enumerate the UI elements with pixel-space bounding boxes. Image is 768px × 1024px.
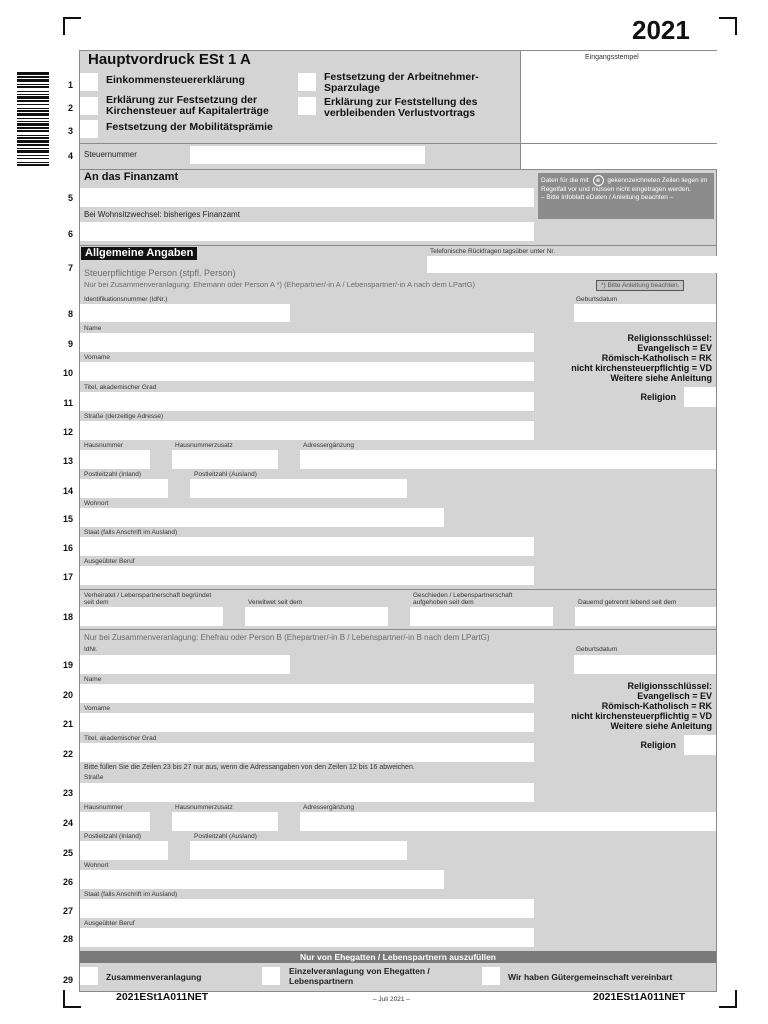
divider — [79, 629, 717, 630]
adressergaenzung-b-input[interactable] — [300, 812, 716, 831]
form-year: 2021 — [632, 15, 690, 45]
religion-a-vd: nicht kirchensteuerpflichtig = VD — [571, 363, 712, 373]
line-number: 6 — [67, 229, 73, 239]
barcode-bar — [17, 79, 49, 82]
steuernummer-input[interactable] — [190, 146, 425, 164]
line-number: 13 — [62, 456, 73, 466]
barcode-bar — [17, 104, 49, 105]
geburtsdatum-a-input[interactable] — [574, 304, 716, 322]
line-number: 11 — [63, 398, 73, 408]
divider — [79, 589, 717, 590]
line-number: 5 — [67, 193, 73, 203]
line-number: 8 — [67, 309, 73, 319]
geburtsdatum-a-label: Geburtsdatum — [576, 296, 618, 303]
beruf-a-input[interactable] — [80, 566, 534, 585]
plz-ausland-b-label: Postleitzahl (Ausland) — [194, 833, 257, 840]
barcode-bar — [17, 155, 49, 156]
bisheriges-finanzamt-input[interactable] — [80, 222, 534, 241]
hausnummerzusatz-b-label: Hausnummerzusatz — [175, 804, 233, 811]
line-number: 16 — [62, 543, 73, 553]
footer-code-right: 2021ESt1A011NET — [593, 991, 686, 1003]
line-number: 29 — [62, 975, 73, 985]
idnr-a-input[interactable] — [80, 304, 290, 322]
barcode-bar — [17, 150, 49, 153]
line-number: 1 — [67, 80, 73, 90]
barcode-bar — [17, 108, 49, 109]
checkbox-arbeitnehmer-sparzulage[interactable] — [298, 73, 316, 91]
religion-b-input[interactable] — [684, 735, 716, 755]
barcode-bar — [17, 121, 49, 122]
barcode-bar — [17, 148, 49, 149]
strasse-b-label: Straße — [84, 774, 104, 781]
hausnummer-b-label: Hausnummer — [84, 804, 124, 811]
barcode-bar — [17, 135, 49, 136]
barcode-bar — [17, 76, 49, 78]
telefon-input[interactable] — [427, 256, 717, 273]
wohnort-a-label: Wohnort — [84, 500, 109, 507]
beruf-a-label: Ausgeübter Beruf — [84, 558, 135, 565]
anleitung-hint: *) Bitte Anleitung beachten. — [596, 280, 684, 291]
religion-a-legend — [560, 333, 712, 383]
religion-b-legend — [560, 681, 712, 731]
name-b-label: Name — [84, 676, 102, 683]
divider — [79, 245, 717, 246]
line-number: 23 — [62, 788, 73, 798]
plz-inland-b-label: Postleitzahl (Inland) — [84, 833, 142, 840]
religion-a-rk: Römisch-Katholisch = RK — [601, 353, 712, 363]
plz-ausland-b-input[interactable] — [190, 841, 407, 860]
person-a-label: Steuerpflichtige Person (stpfl. Person) — [84, 268, 236, 278]
line-number: 21 — [62, 719, 73, 729]
corner-mark-bottom-left — [63, 990, 81, 1008]
option-mobilitaetspraemie: Festsetzung der Mobilitätsprämie — [106, 121, 273, 133]
verheiratet-label: Verheiratet / Lebenspartnerschaft begründet seit dem — [84, 592, 212, 606]
barcode-bar — [17, 137, 49, 139]
name-a-input[interactable] — [80, 333, 534, 352]
hausnummerzusatz-b-input[interactable] — [172, 812, 278, 831]
name-a-label: Name — [84, 325, 102, 332]
geburtsdatum-b-input[interactable] — [574, 655, 716, 674]
barcode-bar — [17, 130, 49, 132]
checkbox-verlustvortrag[interactable] — [298, 97, 316, 115]
verwitwet-label: Verwitwet seit dem — [248, 599, 303, 606]
beruf-b-label: Ausgeübter Beruf — [84, 920, 135, 927]
plz-ausland-a-label: Postleitzahl (Ausland) — [194, 471, 257, 478]
steuernummer-label: Steuernummer — [84, 150, 137, 159]
line-number: 19 — [62, 660, 73, 670]
wohnort-b-label: Wohnort — [84, 862, 109, 869]
line-number: 15 — [62, 514, 73, 524]
edaten-note-prefix: Daten für die mit — [541, 177, 589, 184]
footer-code-left: 2021ESt1A011NET — [116, 991, 209, 1003]
form-title: Hauptvordruck ESt 1 A — [88, 51, 251, 68]
geschieden-label: Geschieden / Lebenspartnerschaft aufgehoben seit dem — [413, 592, 513, 606]
line-number: 24 — [62, 818, 73, 828]
corner-mark-top-right — [719, 17, 737, 35]
line-number: 3 — [67, 126, 73, 136]
option-verlustvortrag: Erklärung zur Feststellung des verbleibenden Verlustvortrags — [324, 96, 478, 119]
barcode-bar — [17, 94, 49, 95]
barcode-bar — [17, 144, 49, 146]
option-einkommensteuererklaerung: Einkommensteuererklärung — [106, 74, 245, 86]
barcode-bar — [17, 110, 49, 112]
plz-inland-a-label: Postleitzahl (Inland) — [84, 471, 142, 478]
geschieden-input[interactable] — [410, 607, 553, 626]
staat-b-input[interactable] — [80, 899, 534, 918]
barcode-bar — [17, 158, 49, 159]
finanzamt-input[interactable] — [80, 188, 534, 207]
barcode-bar — [17, 127, 49, 129]
adressergaenzung-a-input[interactable] — [300, 450, 716, 469]
line-number: 26 — [62, 877, 73, 887]
line-number: 20 — [62, 690, 73, 700]
barcode-bar — [17, 86, 49, 88]
titel-a-label: Titel, akademischer Grad — [84, 384, 157, 391]
plz-ausland-a-input[interactable] — [190, 479, 407, 498]
plz-inland-b-input[interactable] — [80, 841, 168, 860]
idnr-a-label: Identifikationsnummer (IdNr.) — [84, 296, 168, 303]
staat-b-label: Staat (falls Anschrift im Ausland) — [84, 891, 178, 898]
religion-a-ev: Evangelisch = EV — [637, 343, 712, 353]
beruf-b-input[interactable] — [80, 928, 534, 947]
titel-a-input[interactable] — [80, 392, 534, 411]
getrennt-input[interactable] — [575, 607, 716, 626]
religion-b-vd: nicht kirchensteuerpflichtig = VD — [571, 711, 712, 721]
line-number: 22 — [62, 749, 73, 759]
adressergaenzung-a-label: Adressergänzung — [303, 442, 354, 449]
line-number: 12 — [62, 427, 73, 437]
checkbox-mobilitaetspraemie[interactable] — [80, 120, 98, 138]
line-number: 7 — [67, 263, 73, 273]
zusammenveranlagung-label: Zusammenveranlagung — [106, 972, 202, 982]
religion-b-rk: Römisch-Katholisch = RK — [601, 701, 712, 711]
checkbox-einkommensteuererklaerung[interactable] — [80, 73, 98, 91]
barcode-bar — [17, 164, 49, 166]
line-number: 28 — [62, 934, 73, 944]
option-kirchensteuer: Erklärung zur Festsetzung der Kirchensteuer auf Kapitalerträge — [106, 94, 269, 117]
vorname-b-input[interactable] — [80, 713, 534, 732]
hausnummer-a-input[interactable] — [80, 450, 150, 469]
barcode-bar — [17, 118, 49, 119]
option-arbeitnehmer-sparzulage: Festsetzung der Arbeitnehmer-Sparzulage — [324, 71, 479, 94]
hausnummer-a-label: Hausnummer — [84, 442, 124, 449]
barcode-bar — [17, 96, 49, 99]
wohnsitzwechsel-label: Bei Wohnsitzwechsel: bisheriges Finanzamt — [84, 210, 240, 219]
barcode-bar — [17, 113, 49, 116]
person-b-heading: Nur bei Zusammenveranlagung: Ehefrau oder Person B (Ehepartner/-in B / Lebenspartner/-in B nach dem LPartG) — [84, 633, 490, 642]
line-number: 18 — [62, 612, 73, 622]
hinweis-b: Bitte füllen Sie die Zeilen 23 bis 27 nur aus, wenn die Adressangaben von den Zeilen 12 bis 16 abweichen. — [84, 764, 415, 771]
religion-a-title: Religionsschlüssel: — [627, 333, 712, 343]
titel-b-label: Titel, akademischer Grad — [84, 735, 157, 742]
getrennt-label: Dauernd getrennt lebend seit dem — [578, 599, 677, 606]
line-number: 10 — [62, 368, 73, 378]
finanzamt-heading: An das Finanzamt — [84, 171, 179, 183]
staat-a-input[interactable] — [80, 537, 534, 556]
barcode-bar — [17, 162, 49, 163]
barcode — [17, 72, 49, 258]
idnr-b-label: IdNr. — [84, 646, 98, 653]
wohnort-a-input[interactable] — [80, 508, 444, 527]
line-number: 4 — [67, 151, 73, 161]
barcode-bar — [17, 123, 49, 126]
hausnummerzusatz-a-input[interactable] — [172, 450, 278, 469]
divider — [79, 169, 717, 170]
edaten-note-line2: – Bitte Infoblatt eDaten / Anleitung beachten – — [541, 194, 674, 201]
religion-a-input[interactable] — [684, 387, 716, 407]
checkbox-kirchensteuer[interactable] — [80, 97, 98, 115]
edaten-note — [538, 173, 714, 219]
wohnort-b-input[interactable] — [80, 870, 444, 889]
ehegatten-bar: Nur von Ehegatten / Lebenspartnern auszufüllen — [80, 951, 716, 963]
barcode-bar — [17, 84, 49, 85]
religion-b-ev: Evangelisch = EV — [637, 691, 712, 701]
strasse-a-input[interactable] — [80, 421, 534, 440]
vorname-a-label: Vorname — [84, 354, 111, 361]
name-b-input[interactable] — [80, 684, 534, 703]
guetergemeinschaft-label: Wir haben Gütergemeinschaft vereinbart — [508, 972, 673, 982]
geburtsdatum-b-label: Geburtsdatum — [576, 646, 618, 653]
barcode-bar — [17, 100, 49, 102]
idnr-b-input[interactable] — [80, 655, 290, 674]
checkbox-zusammenveranlagung[interactable] — [80, 967, 98, 985]
plz-inland-a-input[interactable] — [80, 479, 168, 498]
hausnummer-b-input[interactable] — [80, 812, 150, 831]
line-number: 2 — [67, 103, 73, 113]
corner-mark-top-left — [63, 17, 81, 35]
strasse-b-input[interactable] — [80, 783, 534, 802]
line-number: 27 — [62, 906, 73, 916]
religion-b-weitere: Weitere siehe Anleitung — [610, 721, 712, 731]
hausnummerzusatz-a-label: Hausnummerzusatz — [175, 442, 233, 449]
verwitwet-input[interactable] — [245, 607, 388, 626]
line-number: 14 — [62, 486, 73, 496]
allgemeine-angaben-heading: Allgemeine Angaben — [81, 247, 197, 260]
line-number: 9 — [67, 339, 73, 349]
titel-b-input[interactable] — [80, 743, 534, 762]
eingangsstempel-label: Eingangsstempel — [585, 54, 639, 61]
corner-mark-bottom-right — [719, 990, 737, 1008]
religion-a-label: Religion — [640, 392, 676, 402]
eingangsstempel-box — [520, 51, 717, 169]
person-a-sublabel: Nur bei Zusammenveranlagung: Ehemann oder Person A *) (Ehepartner/-in A / Lebenspartner/-in A nach dem LPartG) — [84, 280, 476, 289]
line-number: 17 — [62, 572, 73, 582]
staat-a-label: Staat (falls Anschrift im Ausland) — [84, 529, 178, 536]
strasse-a-label: Straße (derzeitige Adresse) — [84, 413, 164, 420]
telefon-label: Telefonische Rückfragen tagsüber unter Nr. — [430, 248, 556, 255]
vorname-b-label: Vorname — [84, 705, 111, 712]
vorname-a-input[interactable] — [80, 362, 534, 381]
verheiratet-input[interactable] — [80, 607, 223, 626]
checkbox-guetergemeinschaft[interactable] — [482, 967, 500, 985]
adressergaenzung-b-label: Adressergänzung — [303, 804, 354, 811]
religion-b-title: Religionsschlüssel: — [627, 681, 712, 691]
barcode-bar — [17, 140, 49, 143]
einzelveranlagung-label: Einzelveranlagung von Ehegatten / Lebenspartnern — [289, 966, 430, 986]
edaten-symbol-icon: e — [593, 175, 604, 186]
edaten-note-suffix: gekennzeichneten Zeilen liegen im Regelfall vor und müssen nicht eingetragen werden. — [541, 177, 708, 193]
religion-b-label: Religion — [640, 740, 676, 750]
divider — [79, 143, 717, 144]
line-number: 25 — [62, 848, 73, 858]
footer-date: – Juli 2021 – — [373, 996, 410, 1003]
barcode-bar — [17, 72, 49, 75]
checkbox-einzelveranlagung[interactable] — [262, 967, 280, 985]
religion-a-weitere: Weitere siehe Anleitung — [610, 373, 712, 383]
barcode-bar — [17, 91, 49, 92]
